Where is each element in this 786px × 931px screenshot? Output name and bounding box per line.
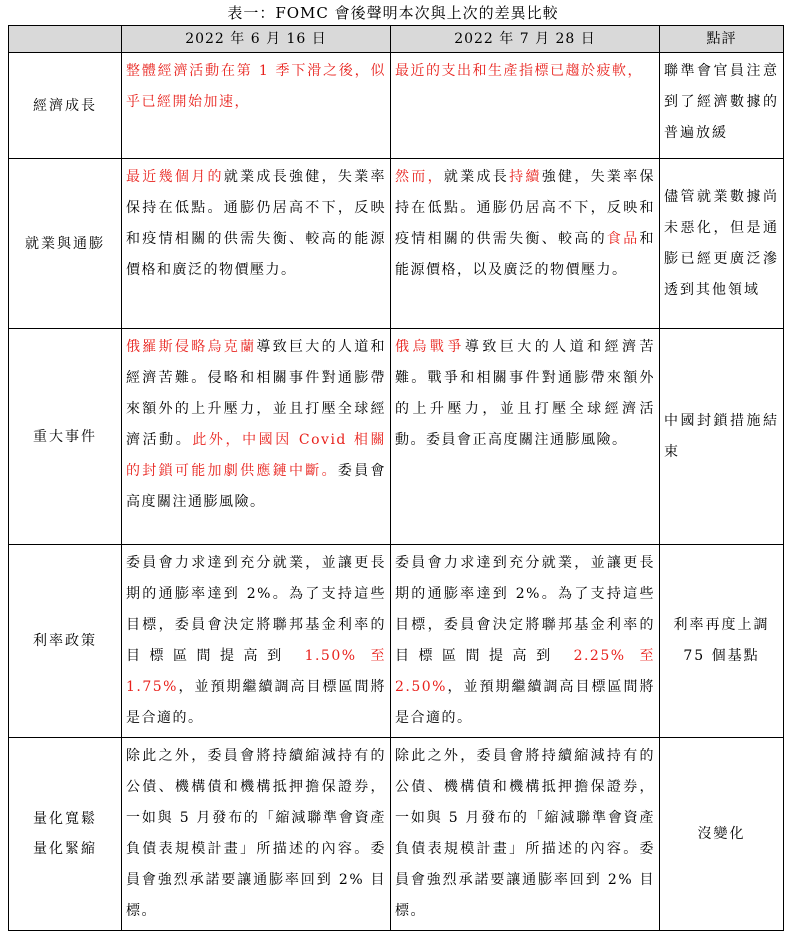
highlight-text: 2.25% 至 2.50% — [395, 648, 655, 695]
body-text: ，並預期繼續調高目標區間將是合適的。 — [395, 679, 655, 726]
body-text: 導致巨大的人道和經濟苦難。戰爭和相關事件對通膨帶來額外的上升壓力，並且打壓全球經濟活動。委員會正高度關注通膨風險。 — [395, 339, 656, 448]
june-text — [122, 159, 391, 329]
comment: 聯準會官員注意到了經濟數據的普遍放緩 — [660, 53, 784, 159]
july-text — [391, 738, 660, 931]
highlight-text: 此外，中國因 Covid 相關的封鎖可能加劇供應鏈中斷。 — [126, 432, 387, 479]
table-row — [9, 545, 784, 738]
category-line: 量化寬鬆 — [33, 811, 97, 827]
body-text: ，並預期繼續調高目標區間將是合適的。 — [126, 679, 386, 726]
comment: 中國封鎖措施結束 — [660, 329, 784, 545]
highlight-text: 1.50% 至 1.75% — [126, 648, 386, 695]
table-row — [9, 159, 784, 329]
highlight-text: 俄烏戰爭 — [395, 339, 465, 355]
comparison-table — [8, 25, 784, 931]
row-category: 重大事件 — [9, 329, 122, 545]
header-row — [9, 26, 784, 53]
category-line: 量化緊縮 — [33, 841, 97, 857]
july-text — [391, 53, 660, 159]
header-july: 2022 年 7 月 28 日 — [391, 26, 660, 53]
body-text: 委員會力求達到充分就業，並讓更長期的通膨率達到 2%。為了支持這些目標，委員會決定將聯邦基金利率的目標區間提高到 — [395, 555, 655, 664]
body-text: 除此之外，委員會將持續縮減持有的公債、機構債和機構抵押擔保證券，一如與 5 月發布的「縮減聯準會資產負債表規模計畫」所描述的內容。委員會強烈承諾要讓通膨率回到 2% 目標。 — [395, 748, 655, 919]
row-category: 就業與通膨 — [9, 159, 122, 329]
body-text: 委員會高度關注通膨風險。 — [126, 463, 387, 510]
highlight-text: 食品 — [606, 231, 640, 247]
june-text — [122, 53, 391, 159]
header-category — [9, 26, 122, 53]
highlight-text: 最近幾個月的 — [126, 169, 224, 185]
june-text — [122, 329, 391, 545]
header-june: 2022 年 6 月 16 日 — [122, 26, 391, 53]
highlight-text: 最近的支出和生產指標已趨於疲軟， — [395, 63, 643, 79]
highlight-text: 然而， — [395, 169, 444, 185]
comment: 沒變化 — [660, 738, 784, 931]
table-row — [9, 738, 784, 931]
body-text: 和能源價格，以及廣泛的物價壓力。 — [395, 231, 656, 278]
highlight-text: 俄羅斯侵略烏克蘭 — [126, 339, 257, 355]
body-text: 除此之外，委員會將持續縮減持有的公債、機構債和機構抵押擔保證券，一如與 5 月發布的「縮減聯準會資產負債表規模計畫」所描述的內容。委員會強烈承諾要讓通膨率回到 2% 目標。 — [126, 748, 386, 919]
july-text — [391, 545, 660, 738]
july-text — [391, 159, 660, 329]
body-text: 就業成長 — [443, 169, 510, 185]
comment: 利率再度上調 75 個基點 — [660, 545, 784, 738]
row-category: 經濟成長 — [9, 53, 122, 159]
body-text: 強健，失業率保持在低點。通膨仍居高不下，反映和疫情相關的供需失衡、較高的 — [395, 169, 656, 247]
july-text — [391, 329, 660, 545]
table-title: 表一：FOMC 會後聲明本次與上次的差異比較 — [227, 4, 559, 22]
body-text: 就業成長強健，失業率保持在低點。通膨仍居高不下，反映和疫情相關的供需失衡、較高的能源價格和廣泛的物價壓力。 — [126, 169, 387, 278]
body-text: 導致巨大的人道和經濟苦難。侵略和相關事件對通膨帶來額外的上升壓力，並且打壓全球經濟活動。 — [126, 339, 387, 448]
june-text — [122, 545, 391, 738]
row-category — [9, 738, 122, 931]
row-category: 利率政策 — [9, 545, 122, 738]
table-row — [9, 53, 784, 159]
comment: 儘管就業數據尚未惡化，但是通膨已經更廣泛滲透到其他領域 — [660, 159, 784, 329]
june-text — [122, 738, 391, 931]
highlight-text: 整體經濟活動在第 1 季下滑之後，似乎已經開始加速， — [126, 63, 386, 110]
body-text: 委員會力求達到充分就業，並讓更長期的通膨率達到 2%。為了支持這些目標，委員會決定將聯邦基金利率的目標區間提高到 — [126, 555, 386, 664]
header-comment: 點評 — [660, 26, 784, 53]
highlight-text: 持續 — [509, 169, 542, 185]
table-row — [9, 329, 784, 545]
